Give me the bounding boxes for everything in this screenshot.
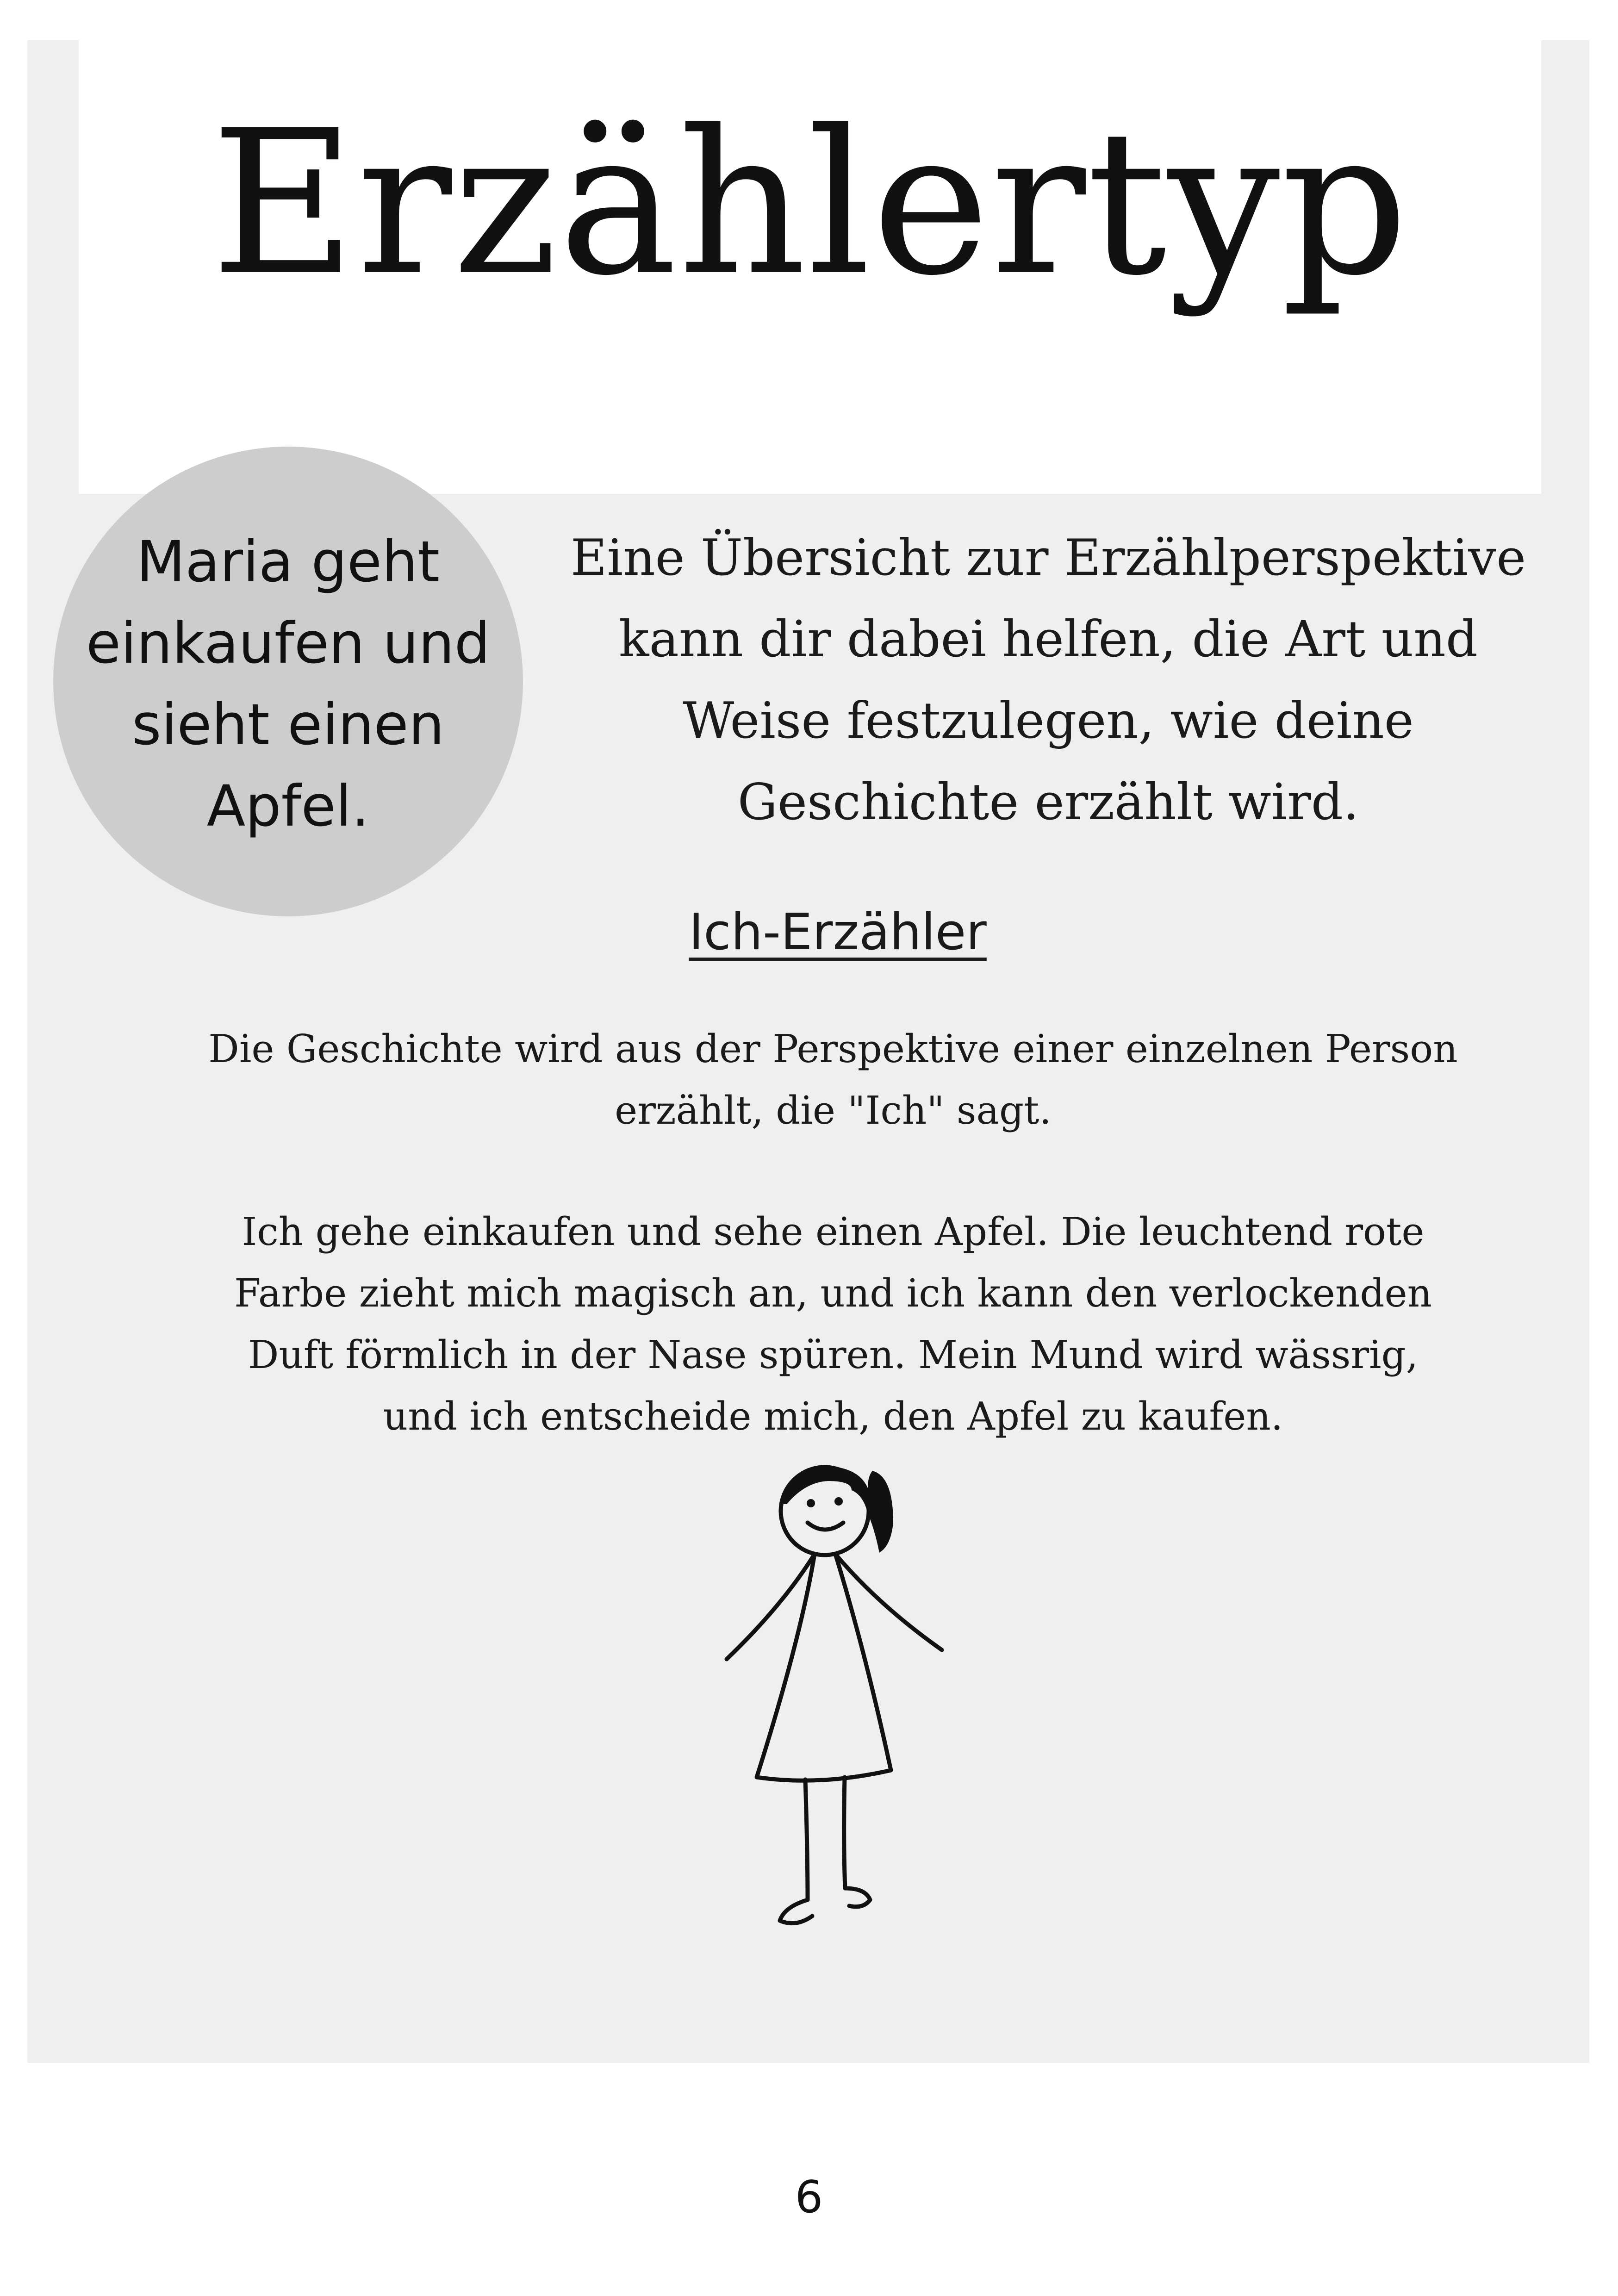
page-number: 6 — [795, 2172, 823, 2223]
section-example: Ich gehe einkaufen und sehe einen Apfel. Die leuchtend rote Farbe zieht mich magisch an, und ich kann den verlockenden Duft förmlich in der Nase spüren. Mein Mund wird wässrig, und ich entscheide mich, den Apfel zu kaufen. — [234, 1209, 1432, 1439]
girl-stick-figure-icon — [713, 1444, 963, 1935]
intro-text: Eine Übersicht zur Erzählperspektive kann dir dabei helfen, die Art und Weise festzulegen, wie deine Geschichte erzählt wird. — [570, 529, 1526, 831]
page-title: Erzählertyp — [211, 88, 1409, 319]
section-description: Die Geschichte wird aus der Perspektive einer einzelnen Person erzählt, die "Ich" sagt. — [208, 1027, 1458, 1133]
example-bubble-text: Maria geht einkaufen und sieht einen Apfel. — [86, 529, 491, 839]
section-heading: Ich-Erzähler — [689, 903, 987, 961]
example-bubble — [53, 447, 523, 916]
